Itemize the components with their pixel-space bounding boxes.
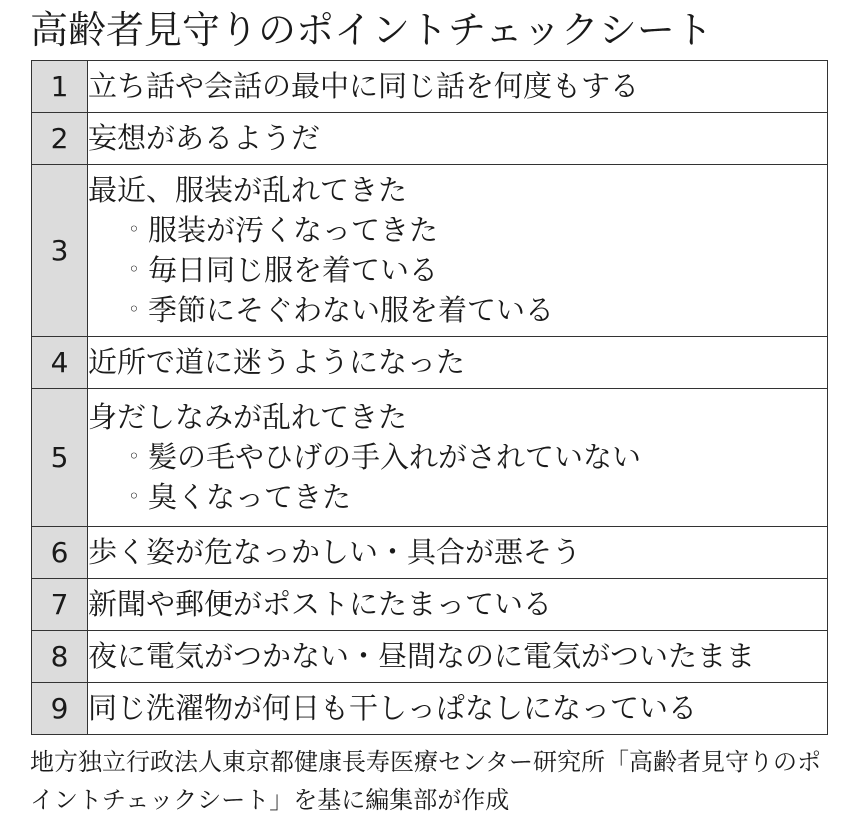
item-text: 歩く姿が危なっかしい・具合が悪そう [88,535,582,569]
item-text: 最近、服装が乱れてきた [88,173,408,207]
item-content [88,113,828,165]
item-content [88,61,828,113]
circle-bullet-icon: ◦ [128,217,140,241]
sub-item-text: 毎日同じ服を着ている [148,253,439,287]
item-text: 近所で道に迷うようになった [88,345,466,379]
item-number: 3 [32,165,88,337]
checklist-row [32,337,828,389]
item-text: 身だしなみが乱れてきた [88,400,408,434]
item-text: 夜に電気がつかない・昼間なのに電気がついたまま [88,639,756,673]
item-number: 4 [32,337,88,389]
item-content [88,527,828,579]
item-text: 妄想があるようだ [88,121,321,155]
item-content [88,631,828,683]
item-number: 7 [32,579,88,631]
checklist-row [32,631,828,683]
item-number: 9 [32,683,88,735]
checklist-table [31,60,828,735]
checklist-row [32,683,828,735]
checklist-row [32,61,828,113]
sub-item [88,250,827,290]
item-number: 5 [32,389,88,527]
item-text: 同じ洗濯物が何日も干しっぱなしになっている [88,691,698,725]
item-text: 新聞や郵便がポストにたまっている [88,587,553,621]
source-caption: 地方独立行政法人東京都健康長寿医療センター研究所「高齢者見守りのポイントチェックシート」を基に編集部が作成 [30,748,822,814]
sub-item-text: 季節にそぐわない服を着ている [148,293,555,327]
item-content [88,579,828,631]
item-number: 6 [32,527,88,579]
item-content [88,683,828,735]
checklist-row [32,527,828,579]
sub-item [88,210,827,250]
item-number: 1 [32,61,88,113]
sub-item-text: 臭くなってきた [148,480,352,514]
item-number: 8 [32,631,88,683]
page-title: 高齢者見守りのポイントチェックシート [30,8,713,52]
checklist-row [32,165,828,337]
sub-item-text: 髪の毛やひげの手入れがされていない [148,440,642,474]
sub-item [88,290,827,330]
circle-bullet-icon: ◦ [128,484,140,508]
circle-bullet-icon: ◦ [128,297,140,321]
sub-item [88,477,827,517]
checklist-row [32,579,828,631]
circle-bullet-icon: ◦ [128,257,140,281]
item-content [88,389,828,527]
item-content [88,337,828,389]
checklist-row [32,389,828,527]
sub-item-text: 服装が汚くなってきた [148,213,439,247]
sub-item [88,437,827,477]
item-text: 立ち話や会話の最中に同じ話を何度もする [88,69,640,103]
item-content [88,165,828,337]
circle-bullet-icon: ◦ [128,444,140,468]
item-number: 2 [32,113,88,165]
checklist-row [32,113,828,165]
